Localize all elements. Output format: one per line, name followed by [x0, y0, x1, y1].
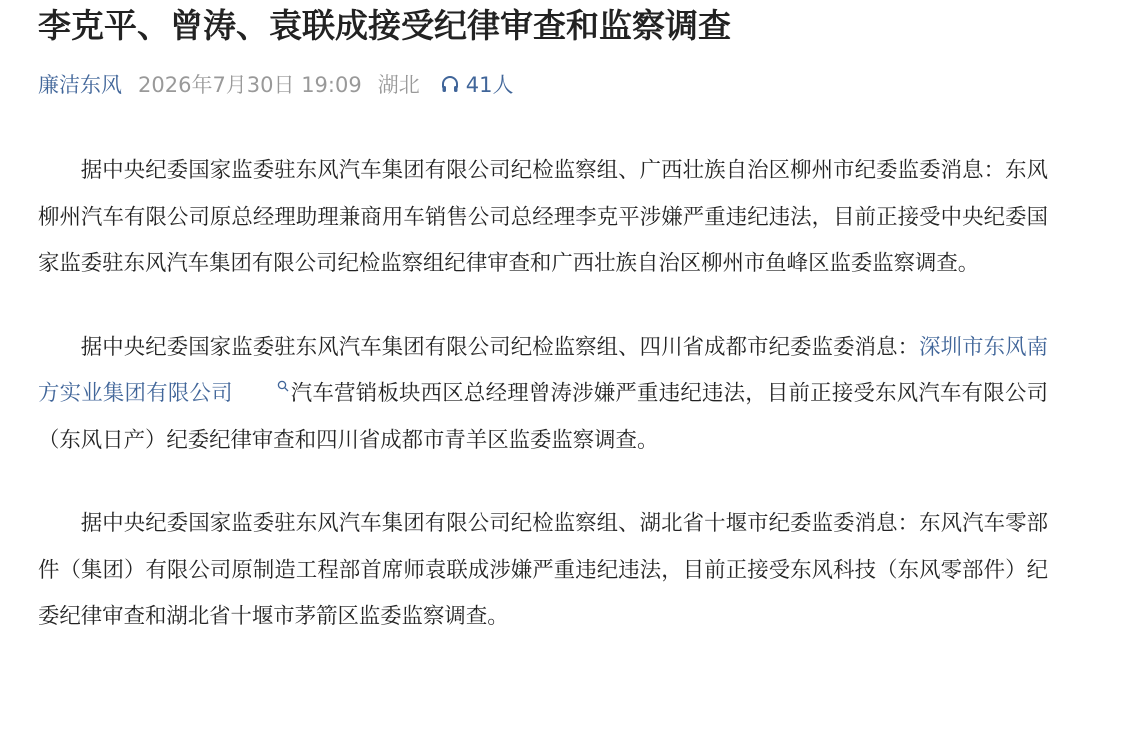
- article-body: [38, 148, 1048, 678]
- listen-count[interactable]: [440, 69, 514, 99]
- paragraph-2-rest: 汽车营销板块西区总经理曾涛涉嫌严重违纪违法，目前正接受东风汽车有限公司（东风日产）纪委纪律审查和四川省成都市青羊区监委监察调查。: [38, 381, 1048, 453]
- paragraph-3: 据中央纪委国家监委驻东风汽车集团有限公司纪检监察组、湖北省十堰市纪委监委消息：东风汽车零部件（集团）有限公司原制造工程部首席师袁联成涉嫌严重违纪违法，目前正接受东风科技（东风零部件）纪委纪律审查和湖北省十堰市茅箭区监委监察调查。: [38, 511, 1048, 629]
- article-title: 李克平、曾涛、袁联成接受纪律审查和监察调查: [38, 6, 731, 45]
- company-link[interactable]: 深圳市东风南方实业集团有限公司: [38, 334, 1048, 406]
- paragraph-1: 据中央纪委国家监委驻东风汽车集团有限公司纪检监察组、广西壮族自治区柳州市纪委监委消息：东风柳州汽车有限公司原总经理助理兼商用车销售公司总经理李克平涉嫌严重违纪违法，目前正接受中央纪委国家监委驻东风汽车集团有限公司纪检监察组纪律审查和广西壮族自治区柳州市鱼峰区监委监察调查。: [38, 158, 1048, 276]
- article-meta: [38, 68, 513, 100]
- region-label: 湖北: [377, 73, 420, 97]
- paragraph-2-lead: 据中央纪委国家监委驻东风汽车集团有限公司纪检监察组、四川省成都市纪委监委消息：: [80, 334, 920, 360]
- paragraph-2: [38, 325, 1048, 465]
- search-icon[interactable]: [234, 380, 289, 392]
- publish-time: 2026年7月30日 19:09: [138, 73, 362, 97]
- source-link[interactable]: 廉洁东风: [38, 73, 122, 97]
- listen-count-value: 41人: [465, 73, 514, 97]
- headphones-icon: [440, 74, 460, 94]
